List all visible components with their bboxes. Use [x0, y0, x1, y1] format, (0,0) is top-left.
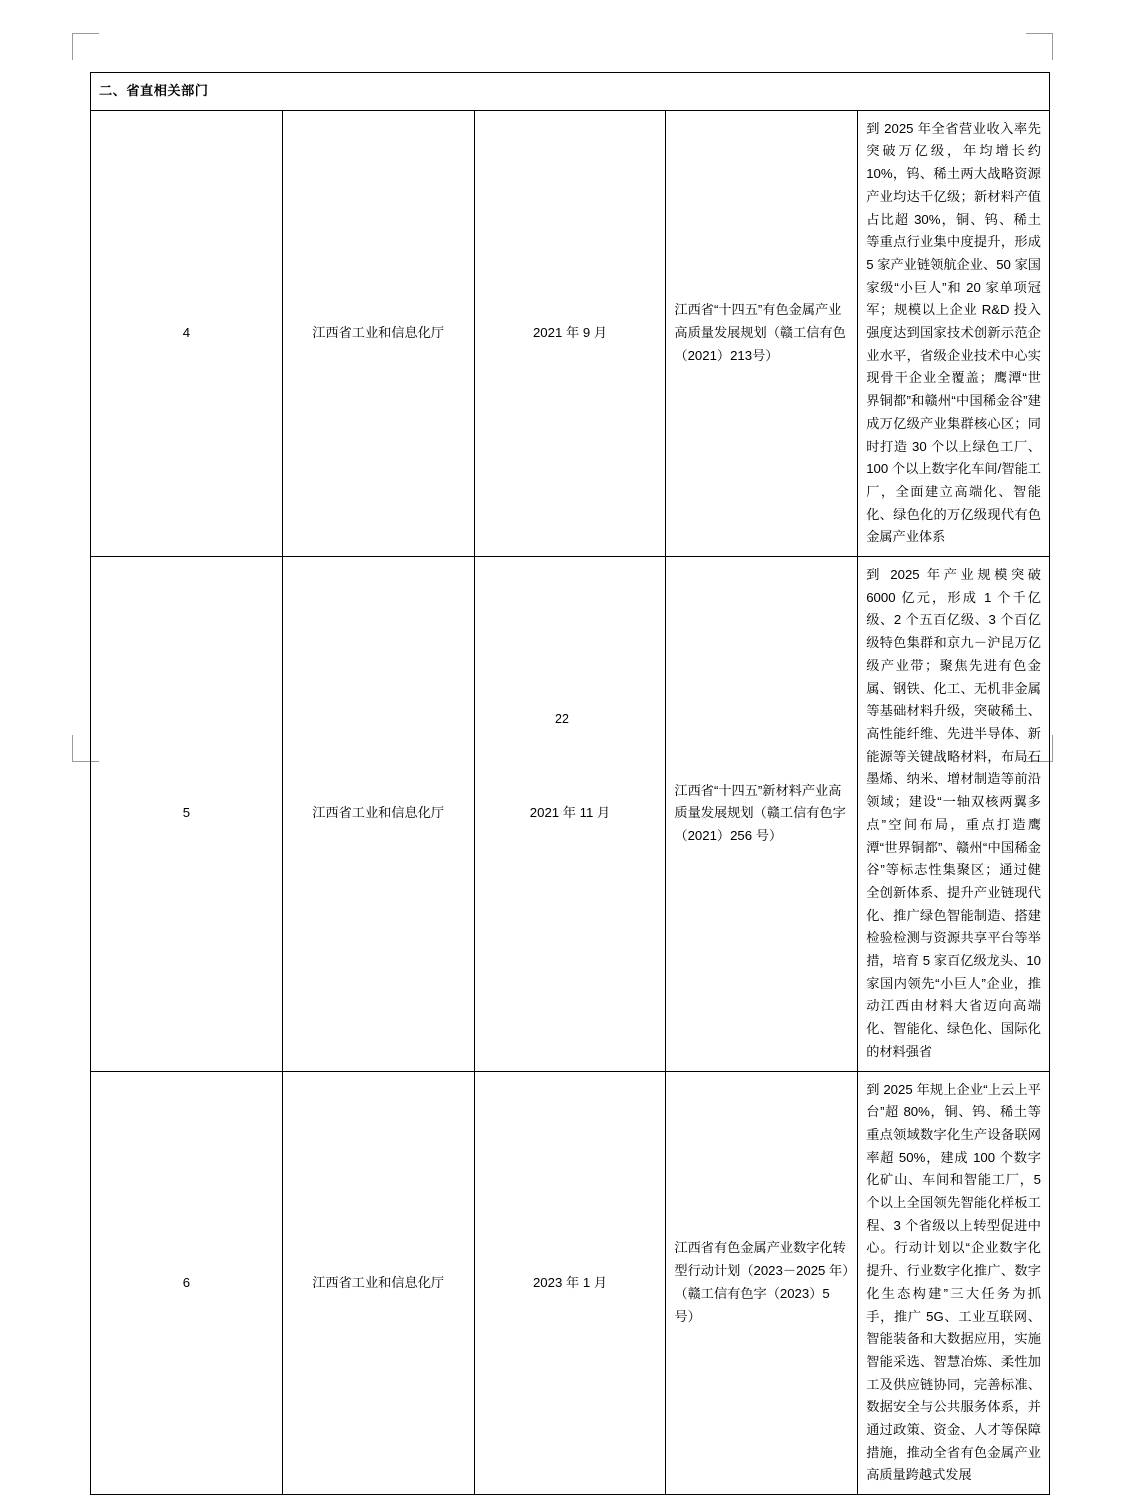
row-date: 2021 年 9 月 — [474, 110, 666, 556]
row-goal-text: 到 2025 年全省营业收入率先突破万亿级，年均增长约 10%，钨、稀土两大战略资源产业均达千亿级；新材料产值占比超 30%，铜、钨、稀土等重点行业集中度提升，形成 5 家产业链领航企业、50 家国家级“小巨人”和 20 家单项冠军；规模以上企业 R&D 投入强度达到国家技术创新示范企业水平，省级企业技术中心实现骨干企业全覆盖；鹰潭“世界铜都”和赣州“中国稀金谷”建成万亿级产业集群核心区；同时打造 30 个以上绿色工厂、100 个以上数字化车间/智能工厂，全面建立高端化、智能化、绿色化的万亿级现代有色金属产业体系 — [858, 110, 1050, 556]
table-row — [91, 1071, 1050, 1495]
table-section-header-row — [91, 73, 1050, 111]
page-number: 22 — [555, 712, 569, 726]
row-department: 江西省工业和信息化厅 — [282, 110, 474, 556]
row-goal-text: 到 2025 年规上企业“上云上平台”超 80%，铜、钨、稀土等重点领域数字化生产设备联网率超 50%，建成 100 个数字化矿山、车间和智能工厂，5 个以上全国领先智能化样板工程、3 个省级以上转型促进中心。行动计划以“企业数字化提升、行业数字化推广、数字化生态构建”三大任务为抓手，推广 5G、工业互联网、智能装备和大数据应用，实施智能采选、智慧冶炼、柔性加工及供应链协同，完善标准、数据安全与公共服务体系，并通过政策、资金、人才等保障措施，推动全省有色金属产业高质量跨越式发展 — [858, 1071, 1050, 1495]
row-date: 2023 年 1 月 — [474, 1071, 666, 1495]
table-row — [91, 110, 1050, 556]
row-plan-name: 江西省“十四五”有色金属产业高质量发展规划（赣工信有色（2021）213号） — [666, 110, 858, 556]
table-row — [91, 557, 1050, 1071]
row-number: 6 — [91, 1071, 283, 1495]
row-department: 江西省工业和信息化厅 — [282, 557, 474, 1071]
row-date: 2021 年 11 月 — [474, 557, 666, 1071]
row-goal-text: 到 2025 年产业规模突破 6000 亿元，形成 1 个千亿级、2 个五百亿级、3 个百亿级特色集群和京九－沪昆万亿级产业带；聚焦先进有色金属、钢铁、化工、无机非金属等基础材料升级，突破稀土、高性能纤维、先进半导体、新能源等关键战略材料，布局石墨烯、纳米、增材制造等前沿领域；建设“一轴双核两翼多点”空间布局，重点打造鹰潭“世界铜都”、赣州“中国稀金谷”等标志性集聚区；通过健全创新体系、提升产业链现代化、推广绿色智能制造、搭建检验检测与资源共享平台等举措，培育 5 家百亿级龙头、10 家国内领先“小巨人”企业，推动江西由材料大省迈向高端化、智能化、绿色化、国际化的材料强省 — [858, 557, 1050, 1071]
crop-mark-top-right — [1026, 33, 1053, 60]
plans-table — [90, 72, 1050, 1495]
row-plan-name: 江西省有色金属产业数字化转型行动计划（2023－2025 年）（赣工信有色字（2023）5 号） — [666, 1071, 858, 1495]
row-number: 5 — [91, 557, 283, 1071]
section-header: 二、省直相关部门 — [91, 73, 1050, 111]
row-plan-name: 江西省“十四五”新材料产业高质量发展规划（赣工信有色字（2021）256 号） — [666, 557, 858, 1071]
row-number: 4 — [91, 110, 283, 556]
crop-mark-top-left — [72, 33, 99, 60]
row-department: 江西省工业和信息化厅 — [282, 1071, 474, 1495]
document-content — [90, 72, 1050, 1495]
